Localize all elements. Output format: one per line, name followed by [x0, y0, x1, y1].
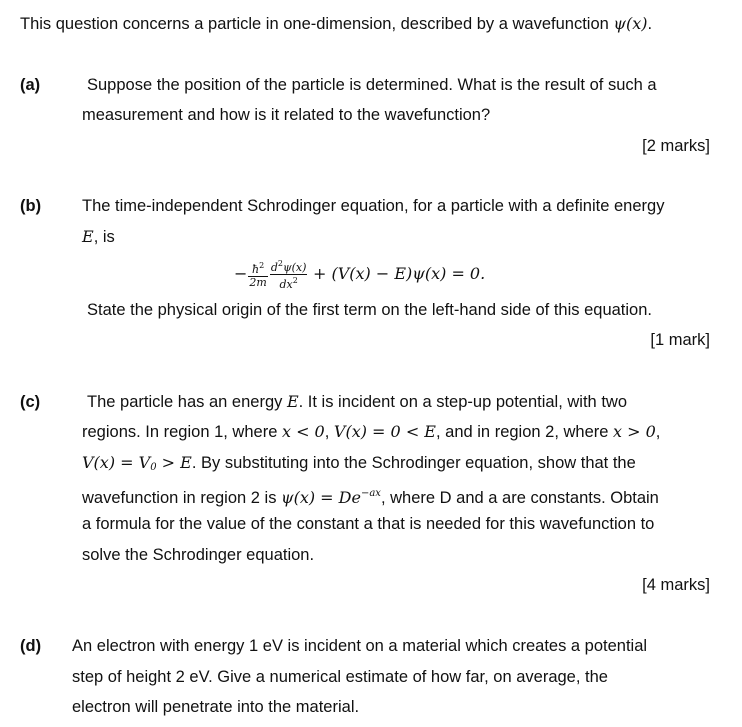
part-b-marks: [1 mark]: [650, 331, 710, 349]
c-l2-math-1: x < 0: [281, 422, 325, 441]
part-a-label: (a): [20, 76, 41, 94]
part-b-line-3: State the physical origin of the first term on the left-hand side of this equation.: [87, 301, 652, 319]
part-a-line-2: measurement and how is it related to the wavefunction?: [82, 106, 491, 124]
eq-minus: −: [234, 264, 248, 283]
part-c-line-4: [82, 484, 659, 508]
part-a-marks: [2 marks]: [642, 137, 710, 155]
intro-line: [20, 14, 652, 34]
c-l2-text-c: , and in region 2, where: [435, 423, 614, 441]
eq-fraction-hbar: [248, 260, 267, 289]
c-l2-text-d: ,: [655, 423, 661, 441]
eq-rest: + (V(x) − E)ψ(x) = 0.: [313, 264, 486, 283]
part-c-line-6: solve the Schrodinger equation.: [82, 546, 315, 564]
eq-dx: dx: [279, 278, 293, 292]
part-b-line-2: [82, 227, 115, 247]
c-l3-math-1: V(x) = V: [82, 453, 151, 472]
c-l1-text-a: The particle has an energy: [87, 393, 287, 411]
schrodinger-equation: [234, 258, 485, 291]
eq-psi: ψ(x): [282, 261, 307, 275]
c-l3-subscript: 0: [150, 462, 157, 473]
c-l1-text-b: . It is incident on a step-up potential, with two: [298, 393, 627, 411]
c-energy-symbol: E: [286, 392, 299, 411]
part-c-line-1: [87, 392, 627, 412]
c-l3-text: . By substituting into the Schrodinger equation, show that the: [191, 454, 636, 472]
eq-fraction-derivative: [270, 258, 308, 291]
part-c-line-3: [82, 453, 636, 478]
c-l2-math-3: x > 0: [613, 422, 656, 441]
part-d-line-1: An electron with energy 1 eV is incident on a material which creates a potential: [72, 637, 648, 655]
eq-d-exp: 2: [277, 259, 283, 269]
c-l2-math-2: V(x) = 0 < E: [333, 422, 436, 441]
intro-text: This question concerns a particle in one-dimension, described by a wavefunction: [20, 15, 614, 33]
c-l2-text-b: ,: [324, 423, 334, 441]
c-l4-text-a: wavefunction in region 2 is: [82, 489, 282, 507]
c-l2-text-a: regions. In region 1, where: [82, 423, 282, 441]
energy-symbol: E: [82, 227, 94, 246]
eq-hbar-exp: 2: [259, 261, 265, 271]
eq-d: d: [270, 261, 278, 275]
c-l4-text-b: , where D and a are constants. Obtain: [380, 489, 659, 507]
part-c-marks: [4 marks]: [642, 576, 710, 594]
part-d-label: (d): [20, 637, 42, 655]
part-b-line-1: The time-independent Schrodinger equation, for a particle with a definite energy: [82, 197, 665, 215]
part-b-line-2-rest: , is: [93, 228, 115, 246]
c-l3-math-2: > E: [156, 453, 192, 472]
eq-dx-exp: 2: [292, 276, 298, 286]
part-a-line-1: Suppose the position of the particle is determined. What is the result of such a: [87, 76, 657, 94]
part-d-line-2: step of height 2 eV. Give a numerical estimate of how far, on average, the: [72, 668, 608, 686]
intro-end: .: [647, 15, 653, 33]
part-c-label: (c): [20, 393, 41, 411]
psi-symbol: ψ(x): [613, 14, 648, 33]
c-l4-exponent: −ax: [360, 488, 381, 499]
part-c-line-5: a formula for the value of the constant a that is needed for this wavefunction to: [82, 515, 655, 533]
part-b-label: (b): [20, 197, 42, 215]
part-c-line-2: [82, 422, 660, 442]
part-d-line-3: electron will penetrate into the material.: [72, 698, 360, 716]
eq-2m: 2m: [249, 276, 267, 290]
eq-hbar: ħ: [252, 263, 260, 277]
c-l4-math: ψ(x) = De: [281, 488, 361, 507]
